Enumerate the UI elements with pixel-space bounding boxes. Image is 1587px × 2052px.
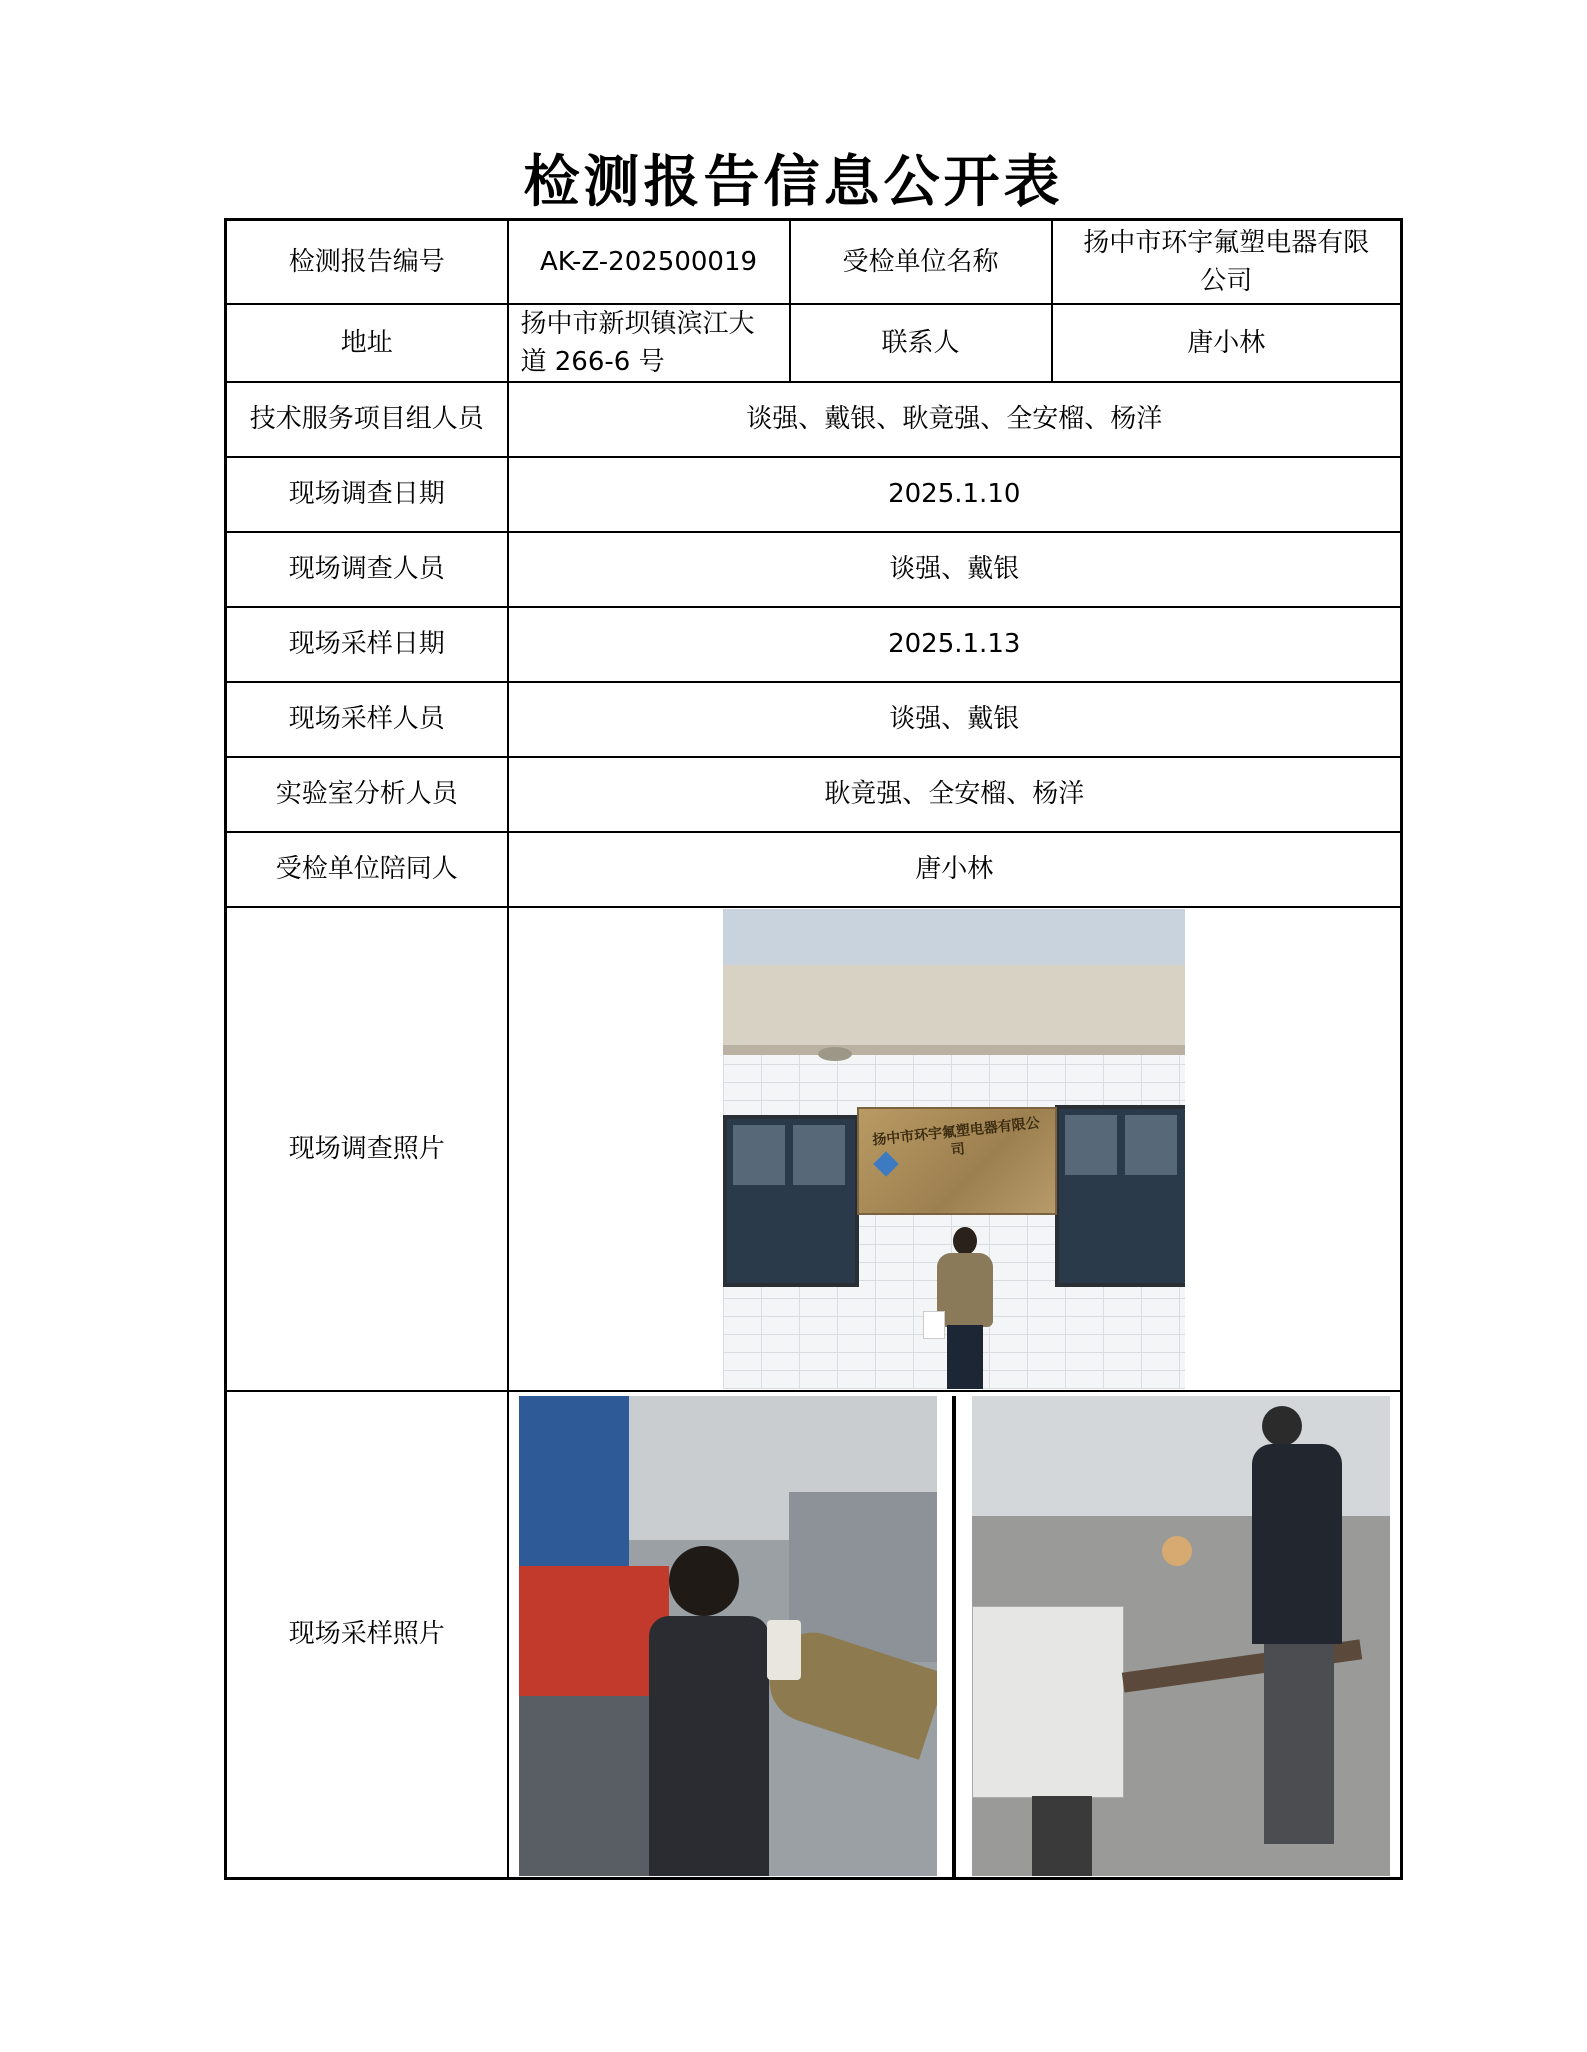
contact-value: 唐小林 — [1052, 304, 1402, 382]
survey-date-label: 现场调查日期 — [226, 457, 508, 532]
contact-label: 联系人 — [790, 304, 1052, 382]
team-label: 技术服务项目组人员 — [226, 382, 508, 457]
address-label: 地址 — [226, 304, 508, 382]
sample-staff-value: 谈强、戴银 — [508, 682, 1402, 757]
survey-photo-label: 现场调查照片 — [226, 907, 508, 1391]
unit-name-label: 受检单位名称 — [790, 220, 1052, 304]
team-value: 谈强、戴银、耿竟强、全安榴、杨洋 — [508, 382, 1402, 457]
lab-staff-value: 耿竟强、全安榴、杨洋 — [508, 757, 1402, 832]
sample-photo-label: 现场采样照片 — [226, 1391, 508, 1879]
lab-staff-label: 实验室分析人员 — [226, 757, 508, 832]
sample-photos — [519, 1396, 1391, 1878]
address-value: 扬中市新坝镇滨江大道 266-6 号 — [508, 304, 790, 382]
sample-photo-cell — [508, 1391, 1402, 1879]
sample-photo-1 — [519, 1396, 937, 1876]
photo-person — [931, 1227, 999, 1389]
photo-roof — [723, 965, 1185, 1049]
report-no-value: AK-Z-202500019 — [508, 220, 790, 304]
sample-date-value: 2025.1.13 — [508, 607, 1402, 682]
survey-staff-value: 谈强、戴银 — [508, 532, 1402, 607]
escort-value: 唐小林 — [508, 832, 1402, 907]
page-title: 检测报告信息公开表 — [523, 150, 1064, 215]
photo-lamp — [818, 1047, 852, 1061]
report-no-label: 检测报告编号 — [226, 220, 508, 304]
escort-label: 受检单位陪同人 — [226, 832, 508, 907]
company-signboard — [857, 1107, 1057, 1215]
sample-staff-label: 现场采样人员 — [226, 682, 508, 757]
photo-divider — [952, 1396, 956, 1878]
survey-date-value: 2025.1.10 — [508, 457, 1402, 532]
sample-date-label: 现场采样日期 — [226, 607, 508, 682]
photo-window-right — [1055, 1105, 1185, 1287]
survey-photo-cell — [508, 907, 1402, 1391]
photo-roof-edge — [723, 1045, 1185, 1055]
sample-photo-2 — [972, 1396, 1390, 1876]
photo-window-left — [723, 1115, 859, 1287]
report-table — [224, 218, 1403, 1880]
survey-staff-label: 现场调查人员 — [226, 532, 508, 607]
signboard-text: 扬中市环宇氟塑电器有限公司 — [871, 1114, 1041, 1159]
unit-name-value: 扬中市环宇氟塑电器有限公司 — [1052, 220, 1402, 304]
photo-sky — [723, 909, 1185, 969]
survey-photo — [723, 909, 1185, 1389]
